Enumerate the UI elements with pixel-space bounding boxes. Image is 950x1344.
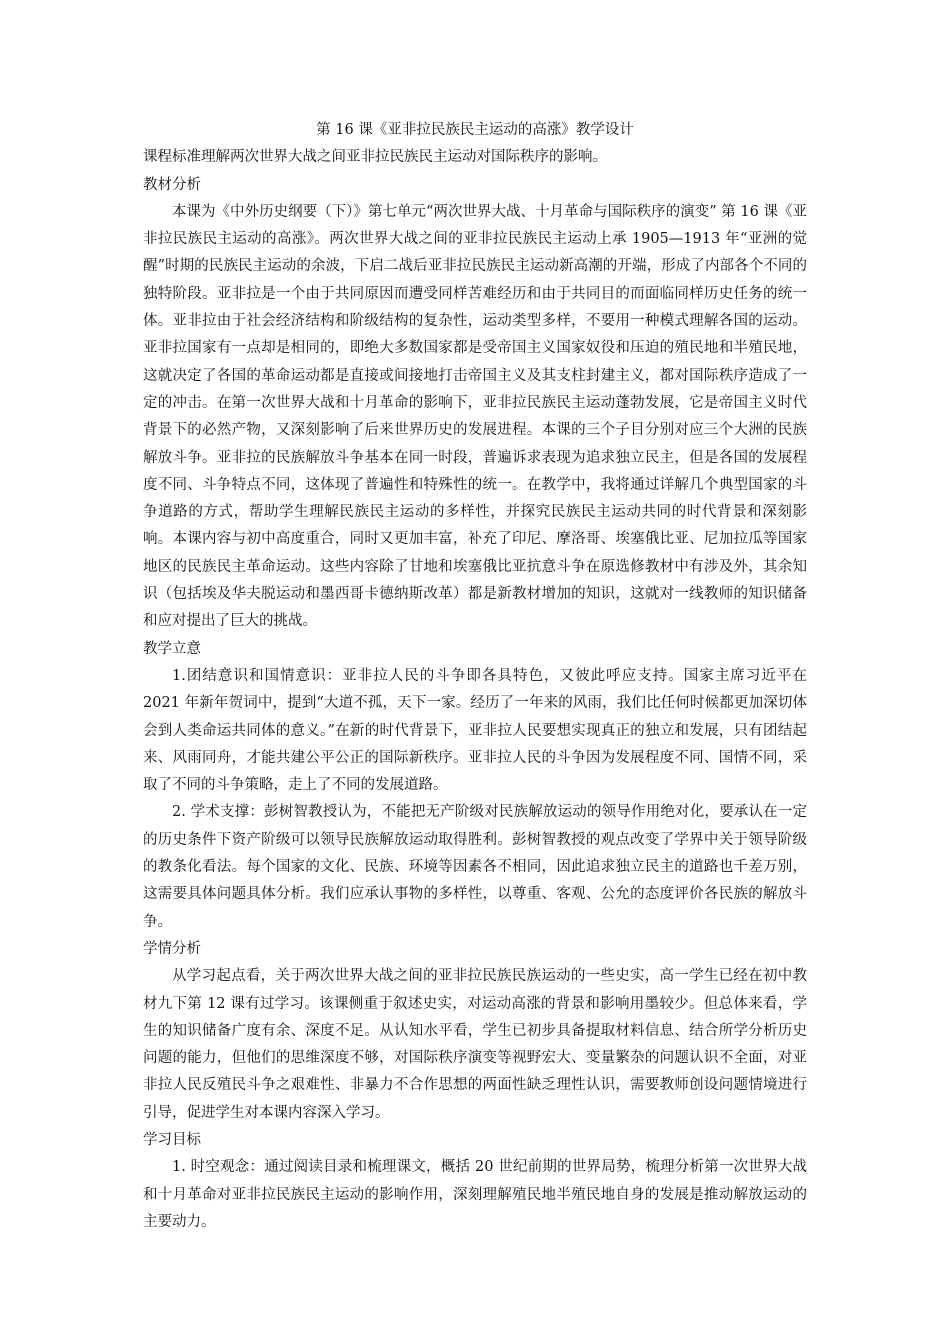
section-learner-analysis: [143, 936, 807, 1127]
paragraph: 2. 学术支撑：彭树智教授认为，不能把无产阶级对民族解放运动的领导作用绝对化，要承认在一定的历史条件下资产阶级可以领导民族解放运动取得胜利。彭树智教授的观点改变了学界中关于领导阶级的教条化看法。每个国家的文化、民族、环境等因素各不相同，因此追求独立民主的道路也千差万别，这需要具体问题具体分析。我们应承认事物的多样性，以尊重、客观、公允的态度评价各民族的解放斗争。: [143, 804, 807, 930]
document-page: [143, 117, 807, 1236]
section-textbook-analysis: [143, 172, 807, 636]
paragraph: 本课为《中外历史纲要（下）》第七单元“两次世界大战、十月革命与国际秩序的演变” 第 16 课《亚非拉民族民主运动的高涨》。两次世界大战之间的亚非拉民族民主运动上承 1905—1913 年“亚洲的觉醒”时期的民族民主运动的余波，下启二战后亚非拉民族民主运动新高潮的开端，形成了内部各个不同的独特阶段。亚非拉是一个由于共同原因而遭受同样苦难经历和由于共同目的而面临同样历史任务的统一体。亚非拉由于社会经济结构和阶级结构的复杂性，运动类型多样，不要用一种模式理解各国的运动。亚非拉国家有一点却是相同的，即绝大多数国家都是受帝国主义国家奴役和压迫的殖民地和半殖民地，这就决定了各国的革命运动都是直接或间接地打击帝国主义及其支柱封建主义，都对国际秩序造成了一定的冲击。在第一次世界大战和十月革命的影响下，亚非拉民族民主运动蓬勃发展，它是帝国主义时代背景下的必然产物，又深刻影响了后来世界历史的发展进程。本课的三个子目分别对应三个大洲的民族解放斗争。亚非拉的民族解放斗争基本在同一时段，普遍诉求表现为追求独立民主，但是各国的发展程度不同、斗争特点不同，这体现了普遍性和特殊性的统一。在教学中，我将通过详解几个典型国家的斗争道路的方式，帮助学生理解民族民主运动的多样性，并探究民族民主运动共同的时代背景和深刻影响。本课内容与初中高度重合，同时又更加丰富，补充了印尼、摩洛哥、埃塞俄比亚、尼加拉瓜等国家地区的民族民主革命运动。这些内容除了甘地和埃塞俄比亚抗意斗争在原选修教材中有涉及外，其余知识（包括埃及华夫脱运动和墨西哥卡德纳斯改革）都是新教材增加的知识，这就对一线教师的知识储备和应对提出了巨大的挑战。: [143, 203, 807, 630]
section-teaching-intent: [143, 636, 807, 936]
section-heading-learning-objectives: 学习目标: [143, 1131, 201, 1148]
paragraph: 1. 时空观念：通过阅读目录和梳理课文，概括 20 世纪前期的世界局势，梳理分析第一次世界大战和十月革命对亚非拉民族民主运动的影响作用，深刻理解殖民地半殖民地自身的发展是推动解放运动的主要动力。: [143, 1159, 807, 1230]
curriculum-standard: 课程标准理解两次世界大战之间亚非拉民族民主运动对国际秩序的影响。: [143, 149, 607, 166]
section-heading-textbook-analysis: 教材分析: [143, 176, 201, 193]
paragraph: 1.团结意识和国情意识：亚非拉人民的斗争即各具特色，又彼此呼应支持。国家主席习近平在 2021 年新年贺词中，提到“大道不孤，天下一家。经历了一年来的风雨，我们比任何时候都更加深切体会到人类命运共同体的意义。”在新的时代背景下，亚非拉人民要想实现真正的独立和发展，只有团结起来、风雨同舟，才能共建公平公正的国际新秩序。亚非拉人民的斗争因为发展程度不同、国情不同，采取了不同的斗争策略，走上了不同的发展道路。: [143, 667, 807, 794]
document-title: 第 16 课《亚非拉民族民主运动的高涨》教学设计: [316, 122, 634, 138]
section-heading-teaching-intent: 教学立意: [143, 640, 201, 657]
section-learning-objectives: [143, 1127, 807, 1236]
paragraph: 从学习起点看，关于两次世界大战之间的亚非拉民族民族运动的一些史实，高一学生已经在初中教材九下第 12 课有过学习。该课侧重于叙述史实，对运动高涨的背景和影响用墨较少。但总体来看，学生的知识储备广度有余、深度不足。从认知水平看，学生已初步具备提取材料信息、结合所学分析历史问题的能力，但他们的思维深度不够，对国际秩序演变等视野宏大、变量繁杂的问题认识不全面，对亚非拉人民反殖民斗争之艰难性、非暴力不合作思想的两面性缺乏理性认识，需要教师创设问题情境进行引导，促进学生对本课内容深入学习。: [143, 968, 807, 1121]
section-heading-learner-analysis: 学情分析: [143, 940, 201, 957]
